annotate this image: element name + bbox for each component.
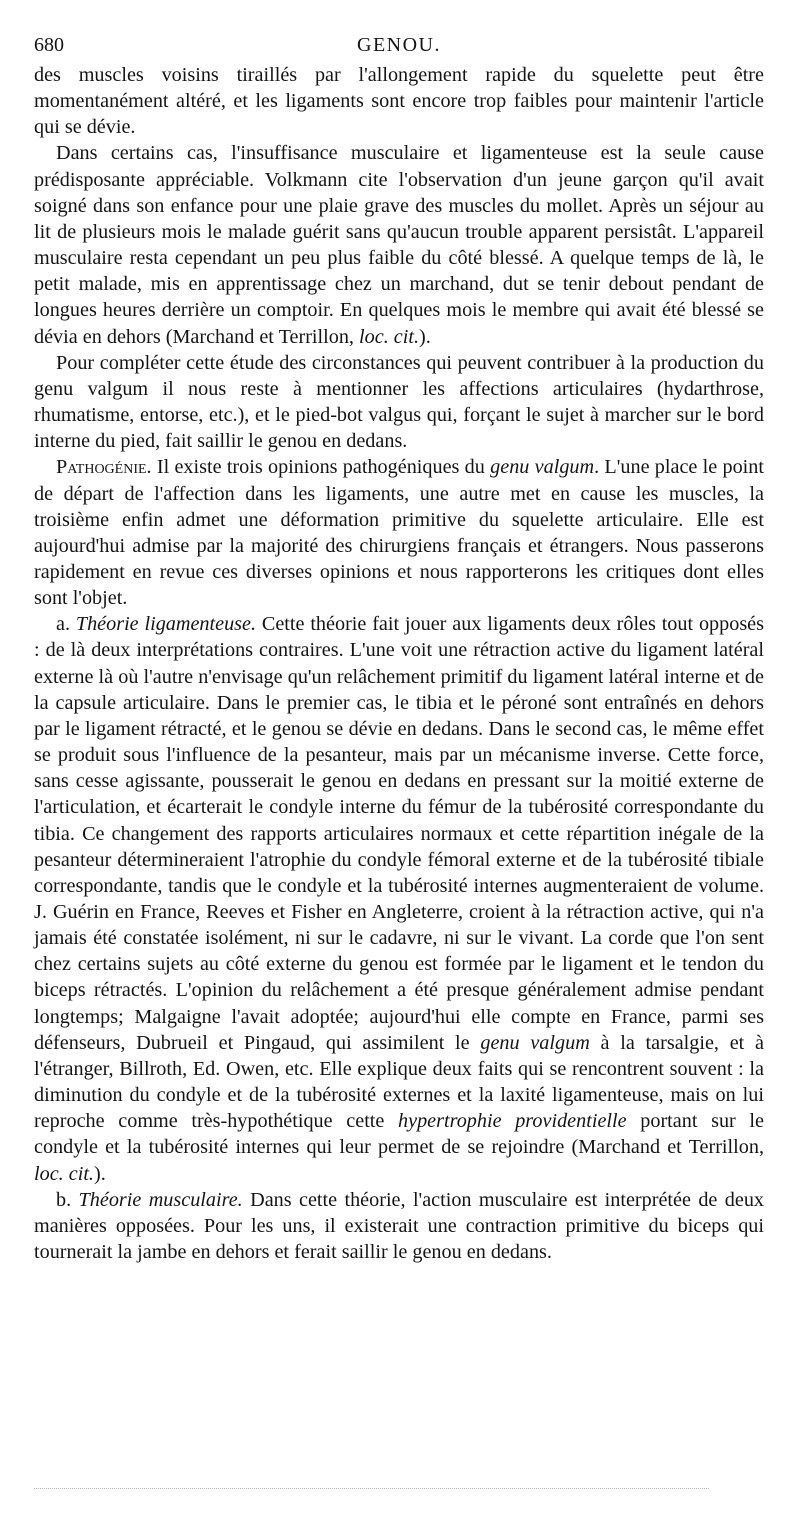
paragraph-text-end: ).: [93, 1162, 106, 1185]
italic-term: genu valgum: [480, 1031, 590, 1054]
paragraph-volkmann: [34, 140, 764, 349]
section-heading-pathogenie: Pathogénie.: [56, 456, 152, 479]
paragraph-text: des muscles voisins tiraillés par l'allongement rapide du squelette peut être momentanément altéré, et les ligaments sont encore trop faibles pour maintenir l'article qui se dévie.: [34, 64, 764, 139]
citation: loc. cit.: [359, 325, 420, 348]
paragraph-theorie-ligamenteuse: [34, 611, 764, 1186]
body-text: [34, 62, 764, 1265]
paragraph-continuation: [34, 62, 764, 140]
paragraph-text: . L'une place le point de départ de l'affection dans les ligaments, une autre met en cause les muscles, la troisième enfin admet une déformation primitive du squelette articulaire. Elle est aujourd'hui admise par la majorité des chirurgiens français et étrangers. Nous passerons rapidement en revue ces diverses opinions et nous rapporterons les critiques dont elles sont l'objet.: [34, 456, 764, 610]
paragraph-text: Il existe trois opinions pathogéniques du: [151, 456, 491, 479]
running-title: GENOU.: [357, 34, 441, 56]
book-page: [34, 28, 764, 1265]
citation: loc. cit.: [34, 1162, 94, 1185]
italic-term: genu valgum: [490, 456, 595, 479]
page-header: [34, 28, 764, 62]
paragraph-theorie-musculaire: [34, 1187, 764, 1265]
paragraph-text: Cette théorie fait jouer aux ligaments deux rôles tout opposés : de là deux interprétations contraires. L'une voit une rétraction active du ligament latéral externe là où l'autre n'envisage qu'un relâchement primitif du ligament latéral interne et de la capsule articulaire. Dans le premier cas, le tibia et le péroné sont entraînés en dehors par le ligament rétracté, et le genou se dévie en dedans. Dans le second cas, le même effet se produit sous l'influence de la pesanteur, mais par un mécanisme inverse. Cette force, sans cesse agissante, pousserait le genou en dedans en pressant sur la moitié externe de l'articulation, et écarterait le condyle interne du fémur de la tubérosité correspondante du tibia. Ce changement des rapports articulaires normaux et cette répartition inégale de la pesanteur détermineraient l'atrophie du condyle fémoral externe et de la tubérosité tibiale correspondante, tandis que le condyle et la tubérosité internes augmenteraient de volume. J. Guérin en France, Reeves et Fisher en Angleterre, croient à la rétraction active, qui n'a jamais été constatée isolément, ni sur le cadavre, ni sur le vivant. La corde que l'on sent chez certains sujets au côté externe du genou est formée par le ligament et le tendon du biceps rétractés. L'opinion du relâchement a été presque généralement admise pendant longtemps; Malgaigne l'avait adoptée; aujourd'hui elle compte en France, parmi ses défenseurs, Dubrueil et Pingaud, qui assimilent le: [34, 613, 764, 1054]
paragraph-text: Dans cette théorie, l'action musculaire est interprétée de deux manières opposées. Pour les uns, il existerait une contraction primitive du biceps qui tournerait la jambe en dehors et ferait saillir le genou en dedans.: [34, 1188, 765, 1264]
paragraph-pathogenie: [34, 454, 764, 611]
page-number: 680: [34, 34, 64, 56]
paragraph-text: Dans certains cas, l'insuffisance musculaire et ligamenteuse est la seule cause prédisposante appréciable. Volkmann cite l'observation d'un jeune garçon qu'il avait soigné dans son enfance pour une plaie grave des muscles du mollet. Après un séjour au lit de plusieurs mois le malade guérit sans qu'aucun trouble apparent persistât. L'appareil musculaire resta cependant un peu plus faible du côté blessé. A quelque temps de là, le petit malade, mis en apprentissage chez un marchand, dut se tenir debout pendant de longues heures derrière un comptoir. En quelques mois le membre qui avait été blessé se dévia en dehors (Marchand et Terrillon,: [34, 142, 764, 348]
paragraph-text: Pour compléter cette étude des circonstances qui peuvent contribuer à la production du genu valgum il nous reste à mentionner les affections articulaires (hydarthrose, rhumatisme, entorse, etc.), et le pied-bot valgus qui, forçant le sujet à marcher sur le bord interne du pied, fait saillir le genou en dedans.: [34, 351, 764, 453]
list-label: b.: [56, 1188, 79, 1211]
section-heading-theorie-ligamenteuse: Théorie ligamenteuse.: [75, 613, 257, 636]
paragraph-text-end: ).: [419, 325, 431, 348]
list-label: a.: [56, 613, 76, 636]
italic-term: hypertrophie providentielle: [398, 1110, 627, 1133]
paragraph-circonstances: [34, 350, 764, 455]
footer-divider: [34, 1488, 709, 1489]
section-heading-theorie-musculaire: Théorie musculaire.: [78, 1188, 243, 1211]
paragraph-text: à la tarsalgie, et à l'étranger, Billroth, Ed. Owen, etc. Elle explique deux faits qui se rencontrent souvent : la diminution du condyle et de la tubérosité externes et la laxité ligamenteuse, mais on lui reproche comme très-hypothétique cette: [34, 1031, 764, 1133]
paragraph-text: portant sur le condyle et la tubérosité internes qui leur permet de se rejoindre (Marchand et Terrillon,: [34, 1110, 764, 1159]
